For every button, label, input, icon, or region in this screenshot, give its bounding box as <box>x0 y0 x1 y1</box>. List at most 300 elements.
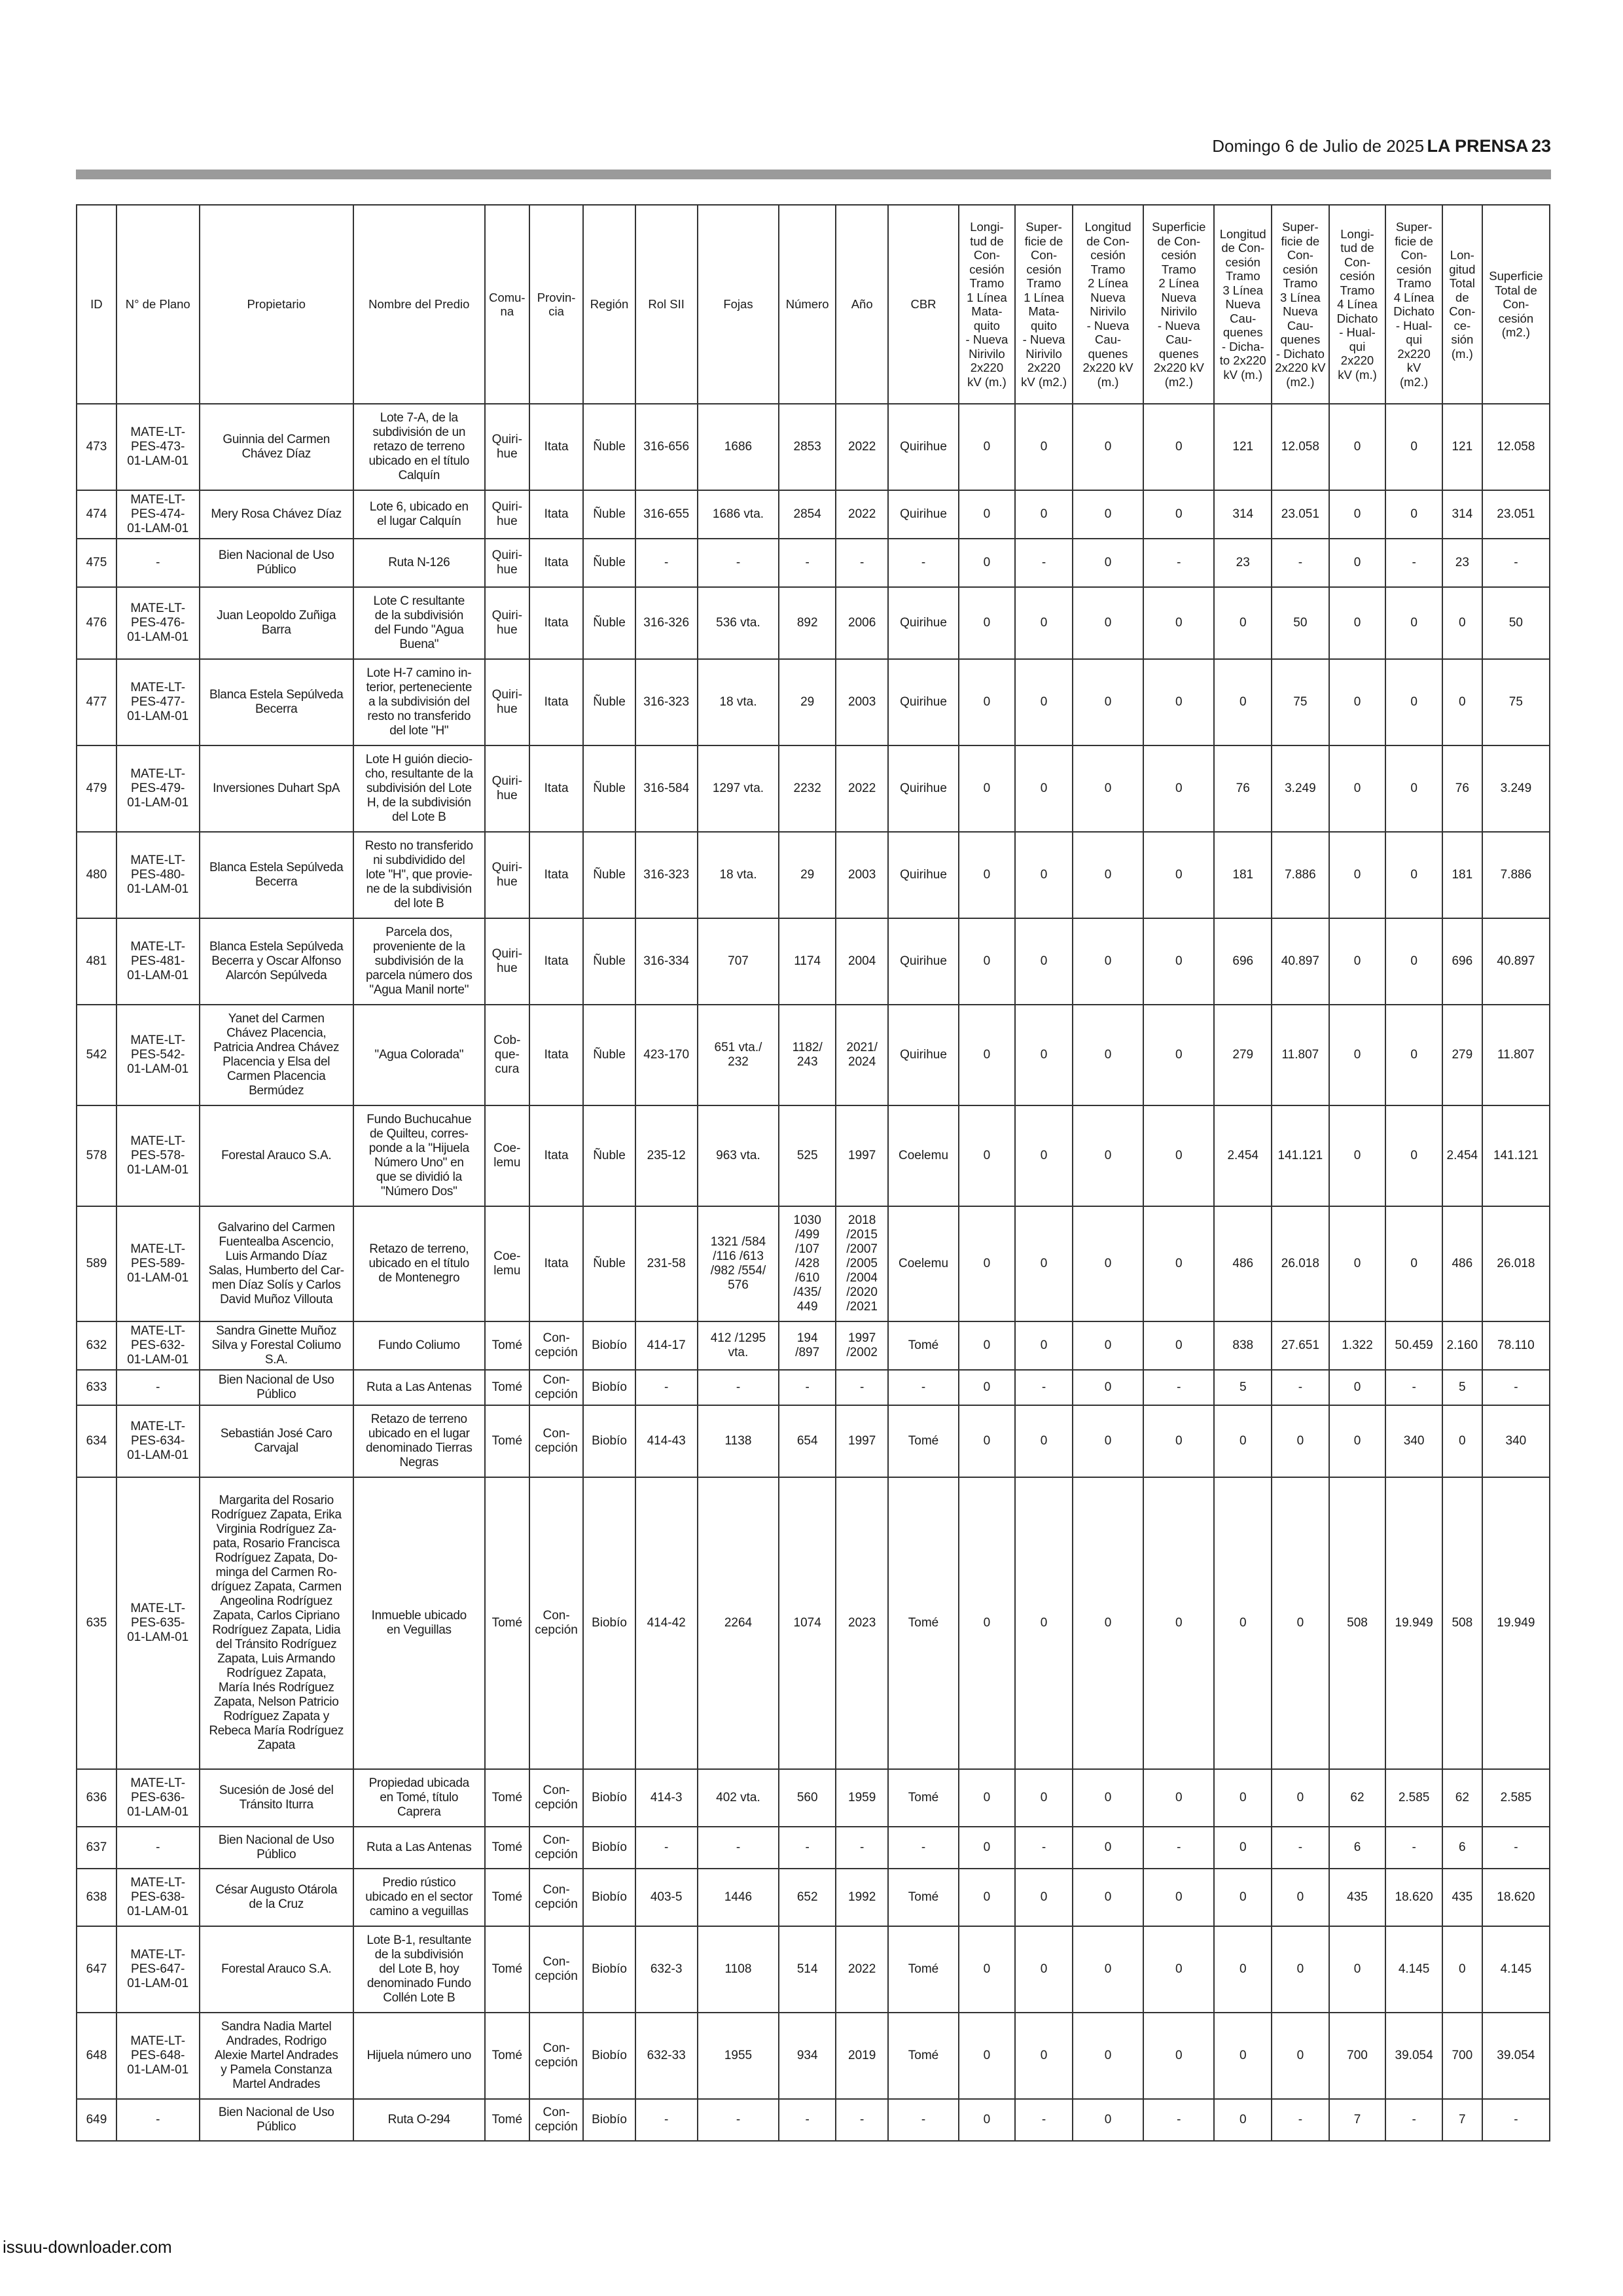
table-cell: 0 <box>1015 1869 1073 1926</box>
table-cell: MATE-LT- PES-647- 01-LAM-01 <box>116 1926 200 2013</box>
table-cell: Con- cepción <box>529 1827 583 1869</box>
table-cell: - <box>888 1827 958 1869</box>
table-cell: 29 <box>779 832 836 918</box>
table-cell: Itata <box>529 587 583 659</box>
table-cell: Tomé <box>485 1769 529 1827</box>
column-header: Longi- tud de Con- cesión Tramo 4 Línea Dichato - Hual- qui 2x220 kV (m.) <box>1329 205 1386 404</box>
table-header-row <box>77 205 1550 404</box>
table-cell: 40.897 <box>1482 918 1550 1005</box>
table-cell: 1959 <box>836 1769 888 1827</box>
table-cell: 0 <box>1272 1477 1329 1769</box>
table-cell: 0 <box>1272 1869 1329 1926</box>
table-cell: 632-33 <box>635 2013 698 2099</box>
table-cell: - <box>1015 539 1073 587</box>
table-cell: 2022 <box>836 404 888 490</box>
table-cell: - <box>1385 1370 1442 1405</box>
table-cell: 0 <box>1329 1105 1386 1206</box>
table-cell: Propiedad ubicada en Tomé, título Caprera <box>353 1769 485 1827</box>
table-cell: 4.145 <box>1385 1926 1442 2013</box>
column-header: Región <box>583 205 635 404</box>
table-cell: 0 <box>1073 1321 1143 1370</box>
table-cell: - <box>1143 2099 1214 2141</box>
table-cell: Tomé <box>888 1477 958 1769</box>
table-row <box>77 587 1550 659</box>
table-cell: 0 <box>1073 2099 1143 2141</box>
table-cell: 0 <box>1385 1206 1442 1321</box>
table-cell: 0 <box>1329 1926 1386 2013</box>
table-cell: 838 <box>1214 1321 1272 1370</box>
table-cell: Itata <box>529 404 583 490</box>
table-cell: 0 <box>959 1105 1016 1206</box>
table-cell: 637 <box>77 1827 116 1869</box>
table-cell: 340 <box>1385 1405 1442 1477</box>
table-cell: - <box>1482 539 1550 587</box>
table-cell: - <box>1385 539 1442 587</box>
table-cell: 0 <box>1143 1926 1214 2013</box>
table-cell: 18 vta. <box>698 659 779 745</box>
table-cell: 0 <box>959 918 1016 1005</box>
table-cell: 0 <box>1214 1827 1272 1869</box>
table-cell: 0 <box>1073 1477 1143 1769</box>
column-header: Comu- na <box>485 205 529 404</box>
table-cell: Tomé <box>485 1370 529 1405</box>
table-cell: 0 <box>1143 1005 1214 1105</box>
table-cell: 0 <box>1385 745 1442 832</box>
table-cell: 78.110 <box>1482 1321 1550 1370</box>
table-cell: - <box>779 1370 836 1405</box>
table-cell: Coe- lemu <box>485 1105 529 1206</box>
table-cell: MATE-LT- PES-634- 01-LAM-01 <box>116 1405 200 1477</box>
table-cell: 0 <box>1385 587 1442 659</box>
table-cell: 423-170 <box>635 1005 698 1105</box>
table-cell: Lote 6, ubicado en el lugar Calquín <box>353 490 485 539</box>
table-cell: 121 <box>1214 404 1272 490</box>
table-cell: 0 <box>1214 2013 1272 2099</box>
table-cell: Coelemu <box>888 1105 958 1206</box>
table-cell: 39.054 <box>1482 2013 1550 2099</box>
table-cell: - <box>1272 1827 1329 1869</box>
table-cell: Con- cepción <box>529 1405 583 1477</box>
issue-date: Domingo 6 de Julio de 2025 <box>1212 136 1425 156</box>
table-cell: 0 <box>1143 918 1214 1005</box>
table-cell: Con- cepción <box>529 1370 583 1405</box>
table-cell: - <box>635 2099 698 2141</box>
table-cell: 480 <box>77 832 116 918</box>
table-cell: Galvarino del Carmen Fuentealba Ascencio, Luis Armando Díaz Salas, Humberto del Car- men Díaz Solís y Carlos David Muñoz Villouta <box>200 1206 353 1321</box>
table-cell: 75 <box>1272 659 1329 745</box>
table-cell: Coe- lemu <box>485 1206 529 1321</box>
table-cell: 632-3 <box>635 1926 698 2013</box>
table-cell: 0 <box>1015 659 1073 745</box>
table-cell: 0 <box>1329 659 1386 745</box>
table-cell: 0 <box>1015 490 1073 539</box>
table-cell: 0 <box>1015 1321 1073 1370</box>
page-header <box>77 136 1551 162</box>
column-header: Lon- gitud Total de Con- ce- sión (m.) <box>1442 205 1482 404</box>
table-cell: 18.620 <box>1482 1869 1550 1926</box>
table-cell: 477 <box>77 659 116 745</box>
table-cell: Biobío <box>583 2099 635 2141</box>
table-cell: 194 /897 <box>779 1321 836 1370</box>
table-cell: - <box>1143 1827 1214 1869</box>
table-cell: 76 <box>1442 745 1482 832</box>
table-cell: 414-17 <box>635 1321 698 1370</box>
table-cell: 0 <box>1329 539 1386 587</box>
table-cell: 892 <box>779 587 836 659</box>
table-cell: 0 <box>1073 832 1143 918</box>
table-cell: 412 /1295 vta. <box>698 1321 779 1370</box>
table-cell: 0 <box>1015 1206 1073 1321</box>
page-number: 23 <box>1531 136 1551 156</box>
table-cell: Mery Rosa Chávez Díaz <box>200 490 353 539</box>
table-cell: 0 <box>1214 1869 1272 1926</box>
table-cell: Ñuble <box>583 539 635 587</box>
table-cell: 279 <box>1214 1005 1272 1105</box>
table-cell: 481 <box>77 918 116 1005</box>
table-cell: 1138 <box>698 1405 779 1477</box>
table-cell: Itata <box>529 1105 583 1206</box>
table-cell: 476 <box>77 587 116 659</box>
table-cell: 0 <box>1385 918 1442 1005</box>
table-cell: MATE-LT- PES-473- 01-LAM-01 <box>116 404 200 490</box>
table-cell: Quiri- hue <box>485 539 529 587</box>
column-header: Longitud de Con- cesión Tramo 3 Línea Nueva Cau- quenes - Dicha- to 2x220 kV (m.) <box>1214 205 1272 404</box>
table-cell: - <box>836 539 888 587</box>
table-cell: 0 <box>959 1370 1016 1405</box>
table-cell: 181 <box>1214 832 1272 918</box>
table-cell: 7.886 <box>1272 832 1329 918</box>
table-cell: Quirihue <box>888 918 958 1005</box>
table-cell: - <box>836 2099 888 2141</box>
table-cell: Bien Nacional de Uso Público <box>200 2099 353 2141</box>
table-cell: 589 <box>77 1206 116 1321</box>
table-cell: - <box>1143 1370 1214 1405</box>
table-cell: 75 <box>1482 659 1550 745</box>
table-cell: Biobío <box>583 1405 635 1477</box>
table-cell: 0 <box>1073 1105 1143 1206</box>
table-cell: 2004 <box>836 918 888 1005</box>
table-cell: Quirihue <box>888 587 958 659</box>
table-cell: 23.051 <box>1272 490 1329 539</box>
table-cell: Con- cepción <box>529 1477 583 1769</box>
table-cell: 1182/ 243 <box>779 1005 836 1105</box>
table-cell: Retazo de terreno ubicado en el lugar denominado Tierras Negras <box>353 1405 485 1477</box>
table-cell: 435 <box>1442 1869 1482 1926</box>
table-cell: - <box>635 539 698 587</box>
table-cell: 0 <box>1329 918 1386 1005</box>
table-cell: Con- cepción <box>529 2099 583 2141</box>
table-cell: 0 <box>1015 1477 1073 1769</box>
table-cell: 141.121 <box>1272 1105 1329 1206</box>
table-cell: 508 <box>1442 1477 1482 1769</box>
table-cell: Fundo Buchucahue de Quilteu, corres- ponde a la "Hijuela Número Uno" en que se dividió la "Número Dos" <box>353 1105 485 1206</box>
table-cell: 2.585 <box>1482 1769 1550 1827</box>
table-cell: 0 <box>959 587 1016 659</box>
table-cell: Biobío <box>583 1827 635 1869</box>
table-cell: Ñuble <box>583 918 635 1005</box>
table-row <box>77 659 1550 745</box>
table-cell: - <box>116 1827 200 1869</box>
table-cell: 2019 <box>836 2013 888 2099</box>
table-cell: 316-656 <box>635 404 698 490</box>
table-cell: 1030 /499 /107 /428 /610 /435/ 449 <box>779 1206 836 1321</box>
table-cell: - <box>836 1370 888 1405</box>
table-cell: 0 <box>1015 404 1073 490</box>
table-cell: Blanca Estela Sepúlveda Becerra <box>200 659 353 745</box>
column-header: Propietario <box>200 205 353 404</box>
table-cell: 1074 <box>779 1477 836 1769</box>
table-cell: 0 <box>1143 745 1214 832</box>
table-cell: 316-334 <box>635 918 698 1005</box>
table-cell: 0 <box>1143 490 1214 539</box>
table-cell: Itata <box>529 745 583 832</box>
table-cell: 514 <box>779 1926 836 2013</box>
table-cell: 2853 <box>779 404 836 490</box>
table-cell: Bien Nacional de Uso Público <box>200 1370 353 1405</box>
table-cell: 141.121 <box>1482 1105 1550 1206</box>
table-cell: - <box>116 1370 200 1405</box>
table-cell: 473 <box>77 404 116 490</box>
table-cell: 1321 /584 /116 /613 /982 /554/ 576 <box>698 1206 779 1321</box>
table-cell: 2003 <box>836 659 888 745</box>
table-row <box>77 1321 1550 1370</box>
concession-table <box>76 204 1550 2142</box>
table-cell: 23 <box>1442 539 1482 587</box>
table-cell: MATE-LT- PES-477- 01-LAM-01 <box>116 659 200 745</box>
table-cell: Tomé <box>485 1926 529 2013</box>
table-cell: 696 <box>1214 918 1272 1005</box>
table-row <box>77 1477 1550 1769</box>
table-cell: 0 <box>1385 1105 1442 1206</box>
table-cell: Lote H-7 camino in- terior, perteneciente a la subdivisión del resto no transferido del lote "H" <box>353 659 485 745</box>
table-row <box>77 1405 1550 1477</box>
table-cell: Itata <box>529 832 583 918</box>
table-cell: 2022 <box>836 490 888 539</box>
table-cell: - <box>698 2099 779 2141</box>
table-cell: 0 <box>1214 2099 1272 2141</box>
watermark: issuu-downloader.com <box>3 2237 172 2257</box>
table-row <box>77 1105 1550 1206</box>
table-cell: 578 <box>77 1105 116 1206</box>
table-cell: - <box>1015 2099 1073 2141</box>
table-cell: 0 <box>1329 745 1386 832</box>
table-cell: 0 <box>959 539 1016 587</box>
table-cell: Yanet del Carmen Chávez Placencia, Patricia Andrea Chávez Placencia y Elsa del Carmen Placencia Bermúdez <box>200 1005 353 1105</box>
table-cell: 1992 <box>836 1869 888 1926</box>
table-cell: 474 <box>77 490 116 539</box>
table-cell: Tomé <box>888 2013 958 2099</box>
table-cell: 0 <box>1073 490 1143 539</box>
table-cell: Biobío <box>583 2013 635 2099</box>
table-cell: 0 <box>959 1206 1016 1321</box>
table-cell: 3.249 <box>1482 745 1550 832</box>
table-cell: MATE-LT- PES-480- 01-LAM-01 <box>116 832 200 918</box>
table-cell: 633 <box>77 1370 116 1405</box>
table-cell: 23 <box>1214 539 1272 587</box>
table-row <box>77 918 1550 1005</box>
table-cell: 0 <box>1143 1869 1214 1926</box>
table-cell: 0 <box>1442 587 1482 659</box>
table-cell: Con- cepción <box>529 1321 583 1370</box>
table-cell: Ruta O-294 <box>353 2099 485 2141</box>
table-cell: - <box>1272 1370 1329 1405</box>
table-cell: Guinnia del Carmen Chávez Díaz <box>200 404 353 490</box>
table-cell: 5 <box>1214 1370 1272 1405</box>
table-cell: Tomé <box>485 2099 529 2141</box>
table-cell: Cob- que- cura <box>485 1005 529 1105</box>
table-cell: Ruta a Las Antenas <box>353 1827 485 1869</box>
table-cell: 1997 <box>836 1105 888 1206</box>
table-cell: 62 <box>1442 1769 1482 1827</box>
table-cell: Biobío <box>583 1769 635 1827</box>
table-cell: 0 <box>1015 1405 1073 1477</box>
table-row <box>77 1005 1550 1105</box>
table-cell: - <box>779 2099 836 2141</box>
table-cell: 0 <box>1143 832 1214 918</box>
table-cell: 11.807 <box>1482 1005 1550 1105</box>
table-cell: Ñuble <box>583 1005 635 1105</box>
table-cell: 11.807 <box>1272 1005 1329 1105</box>
table-cell: 235-12 <box>635 1105 698 1206</box>
table-row <box>77 1206 1550 1321</box>
table-cell: Quirihue <box>888 832 958 918</box>
table-cell: 50 <box>1272 587 1329 659</box>
table-cell: 121 <box>1442 404 1482 490</box>
table-cell: 1686 <box>698 404 779 490</box>
table-cell: 18.620 <box>1385 1869 1442 1926</box>
table-cell: 486 <box>1442 1206 1482 1321</box>
table-cell: 0 <box>959 1005 1016 1105</box>
table-cell: Biobío <box>583 1370 635 1405</box>
table-cell: 0 <box>1143 1105 1214 1206</box>
table-cell: 340 <box>1482 1405 1550 1477</box>
table-cell: 403-5 <box>635 1869 698 1926</box>
table-cell: Blanca Estela Sepúlveda Becerra y Oscar Alfonso Alarcón Sepúlveda <box>200 918 353 1005</box>
table-cell: 0 <box>1143 1477 1214 1769</box>
table-cell: 0 <box>1073 1370 1143 1405</box>
table-cell: 1955 <box>698 2013 779 2099</box>
table-cell: 29 <box>779 659 836 745</box>
column-header: Superficie de Con- cesión Tramo 2 Línea Nueva Nirivilo - Nueva Cau- quenes 2x220 kV (m2.) <box>1143 205 1214 404</box>
table-cell: 0 <box>1015 1769 1073 1827</box>
table-cell: 62 <box>1329 1769 1386 1827</box>
table-cell: 0 <box>1143 1769 1214 1827</box>
table-cell: 0 <box>959 404 1016 490</box>
table-cell: 26.018 <box>1482 1206 1550 1321</box>
table-cell: 707 <box>698 918 779 1005</box>
column-header: N° de Plano <box>116 205 200 404</box>
table-cell: 2018 /2015 /2007 /2005 /2004 /2020 /2021 <box>836 1206 888 1321</box>
column-header: Super- ficie de Con- cesión Tramo 1 Línea Mata- quito - Nueva Nirivilo 2x220 kV (m2.) <box>1015 205 1073 404</box>
table-cell: 508 <box>1329 1477 1386 1769</box>
table-cell: Juan Leopoldo Zuñiga Barra <box>200 587 353 659</box>
table-cell: - <box>1015 1370 1073 1405</box>
table-cell: 0 <box>1073 404 1143 490</box>
table-cell: Sandra Ginette Muñoz Silva y Forestal Coliumo S.A. <box>200 1321 353 1370</box>
table-row <box>77 1869 1550 1926</box>
table-cell: - <box>1385 1827 1442 1869</box>
table-cell: 0 <box>1143 2013 1214 2099</box>
table-cell: 0 <box>1214 587 1272 659</box>
table-cell: MATE-LT- PES-638- 01-LAM-01 <box>116 1869 200 1926</box>
table-cell: 0 <box>1442 1405 1482 1477</box>
table-cell: 18 vta. <box>698 832 779 918</box>
table-cell: 1997 /2002 <box>836 1321 888 1370</box>
table-cell: 2.585 <box>1385 1769 1442 1827</box>
table-cell: 634 <box>77 1405 116 1477</box>
table-cell: - <box>1482 1370 1550 1405</box>
table-cell: 0 <box>1073 1005 1143 1105</box>
table-cell: 0 <box>1385 832 1442 918</box>
table-cell: 50.459 <box>1385 1321 1442 1370</box>
table-cell: 0 <box>1143 1405 1214 1477</box>
table-cell: 19.949 <box>1482 1477 1550 1769</box>
table-cell: Tomé <box>485 1405 529 1477</box>
table-cell: 2021/ 2024 <box>836 1005 888 1105</box>
table-cell: 0 <box>1442 659 1482 745</box>
table-cell: Resto no transferido ni subdividido del lote "H", que provie- ne de la subdivisión del lote B <box>353 832 485 918</box>
table-cell: 0 <box>1272 1926 1329 2013</box>
table-cell: 700 <box>1442 2013 1482 2099</box>
table-cell: 654 <box>779 1405 836 1477</box>
table-cell: Quirihue <box>888 659 958 745</box>
table-cell: 0 <box>959 2013 1016 2099</box>
table-cell: 6 <box>1442 1827 1482 1869</box>
table-cell: 1686 vta. <box>698 490 779 539</box>
table-row <box>77 2099 1550 2141</box>
table-cell: 279 <box>1442 1005 1482 1105</box>
table-cell: - <box>1272 2099 1329 2141</box>
table-cell: 414-3 <box>635 1769 698 1827</box>
table-cell: 0 <box>1073 1405 1143 1477</box>
table-cell: 2006 <box>836 587 888 659</box>
table-cell: - <box>1143 539 1214 587</box>
table-cell: 0 <box>1442 1926 1482 2013</box>
column-header: Super- ficie de Con- cesión Tramo 3 Línea Nueva Cau- quenes - Dichato 2x220 kV (m2.) <box>1272 205 1329 404</box>
table-cell: Tomé <box>888 1869 958 1926</box>
table-cell: Itata <box>529 918 583 1005</box>
column-header: Rol SII <box>635 205 698 404</box>
table-cell: - <box>1482 1827 1550 1869</box>
table-cell: 0 <box>959 1405 1016 1477</box>
table-cell: 0 <box>1385 490 1442 539</box>
table-cell: Con- cepción <box>529 1769 583 1827</box>
table-cell: 435 <box>1329 1869 1386 1926</box>
table-cell: 486 <box>1214 1206 1272 1321</box>
table-cell: Itata <box>529 1206 583 1321</box>
table-cell: 0 <box>1329 832 1386 918</box>
table-cell: 1174 <box>779 918 836 1005</box>
table-cell: Lote 7-A, de la subdivisión de un retazo de terreno ubicado en el título Calquín <box>353 404 485 490</box>
table-cell: 1997 <box>836 1405 888 1477</box>
table-cell: Inmueble ubicado en Veguillas <box>353 1477 485 1769</box>
table-cell: MATE-LT- PES-635- 01-LAM-01 <box>116 1477 200 1769</box>
table-cell: 7.886 <box>1482 832 1550 918</box>
table-cell: 0 <box>1385 404 1442 490</box>
table-cell: Tomé <box>888 1321 958 1370</box>
table-cell: 7 <box>1329 2099 1386 2141</box>
column-header: Super- ficie de Con- cesión Tramo 4 Línea Dichato - Hual- qui 2x220 kV (m2.) <box>1385 205 1442 404</box>
table-cell: - <box>888 539 958 587</box>
table-cell: 0 <box>1214 1769 1272 1827</box>
table-cell: Quiri- hue <box>485 587 529 659</box>
table-cell: Blanca Estela Sepúlveda Becerra <box>200 832 353 918</box>
table-cell: Lote C resultante de la subdivisión del Fundo "Agua Buena" <box>353 587 485 659</box>
table-cell: 0 <box>1143 1206 1214 1321</box>
table-cell: Sucesión de José del Tránsito Iturra <box>200 1769 353 1827</box>
table-cell: 536 vta. <box>698 587 779 659</box>
table-cell: Con- cepción <box>529 1926 583 2013</box>
